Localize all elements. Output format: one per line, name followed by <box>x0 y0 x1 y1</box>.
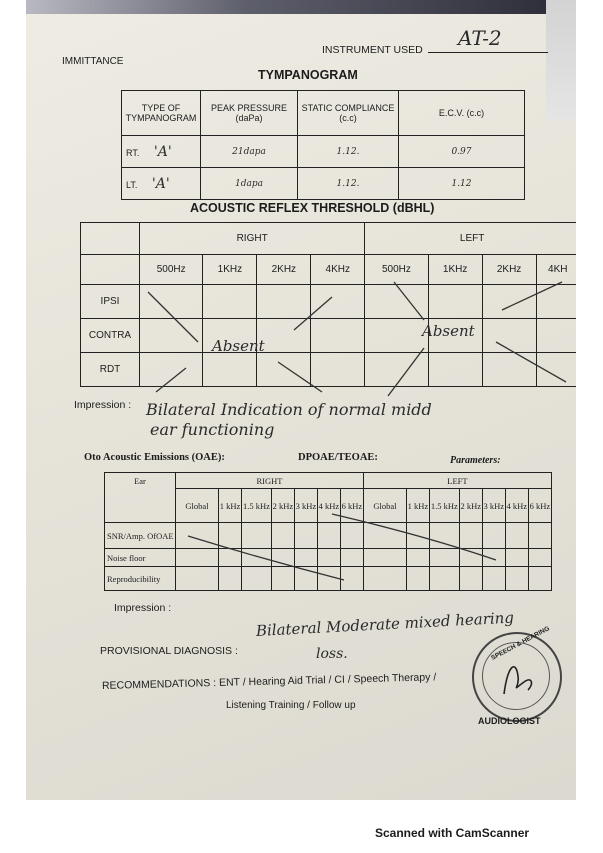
tymp-header-ecv: E.C.V. (c.c) <box>399 91 525 136</box>
camscanner-label: Scanned with CamScanner <box>375 826 530 840</box>
diagnosis-line2: loss. <box>316 646 348 662</box>
reflex-right-header: RIGHT <box>140 223 365 255</box>
tymp-right-compliance: 1.12. <box>298 136 399 168</box>
diagnosis-label: PROVISIONAL DIAGNOSIS : <box>100 645 238 657</box>
signature-scribble <box>494 654 540 700</box>
reflex-freq-l2k: 2KHz <box>482 255 536 285</box>
recommendations-line1: RECOMMENDATIONS : ENT / Hearing Aid Trial / CI / Speech Therapy / <box>101 671 437 692</box>
oae-l-2k: 2 kHz <box>459 489 482 523</box>
tymp-right-type: 'A' <box>153 143 172 160</box>
impression1-line1: Bilateral Indication of normal midd <box>146 400 432 419</box>
tymp-left-pressure: 1dapa <box>201 168 298 200</box>
tymp-right-ecv: 0.97 <box>399 136 525 168</box>
tymp-header-compliance: STATIC COMPLIANCE (c.c) <box>298 91 399 136</box>
oae-row-noise: Noise floor <box>105 549 176 567</box>
oae-type: DPOAE/TEOAE: <box>298 452 378 463</box>
clinic-stamp <box>472 625 562 722</box>
oae-l-1-5k: 1.5 kHz <box>429 489 459 523</box>
instrument-used-label: INSTRUMENT USED <box>322 44 423 56</box>
reflex-left-header: LEFT <box>365 223 576 255</box>
oae-r-1-5k: 1.5 kHz <box>242 489 272 523</box>
impression2-label: Impression : <box>114 602 172 614</box>
tymp-left-ecv: 1.12 <box>399 168 525 200</box>
diagnosis-line1: Bilateral Moderate mixed hearing <box>255 608 515 640</box>
oae-left-global: Global <box>363 489 406 523</box>
oae-title: Oto Acoustic Emissions (OAE): <box>84 452 225 463</box>
oae-r-4k: 4 kHz <box>317 489 340 523</box>
tymp-header-type: TYPE OF TYMPANOGRAM <box>122 91 201 136</box>
tymp-header-pressure: PEAK PRESSURE (daPa) <box>201 91 298 136</box>
oae-row-repro: Reproducibility <box>105 567 176 591</box>
oae-strike-lines <box>26 0 576 620</box>
oae-parameters: Parameters: <box>450 455 501 466</box>
oae-row-snr: SNR/Amp. OfOAE <box>105 523 176 549</box>
reflex-freq-l500: 500Hz <box>365 255 428 285</box>
oae-l-1k: 1 kHz <box>406 489 429 523</box>
reflex-row-ipsi: IPSI <box>81 285 140 319</box>
reflex-row-contra: CONTRA <box>81 319 140 353</box>
footer-bar <box>0 820 603 853</box>
oae-r-1k: 1 kHz <box>219 489 242 523</box>
strike-line <box>188 536 344 580</box>
reflex-title: ACOUSTIC REFLEX THRESHOLD (dBHL) <box>190 201 435 215</box>
stamp-text: SPEECH & HEARING <box>490 625 551 662</box>
tymp-left-compliance: 1.12. <box>298 168 399 200</box>
tymp-right-pressure: 21dapa <box>201 136 298 168</box>
reflex-row-rdt: RDT <box>81 353 140 387</box>
reflex-freq-r1k: 1KHz <box>203 255 257 285</box>
impression1-line2: ear functioning <box>150 420 275 439</box>
reflex-freq-l1k: 1KHz <box>428 255 482 285</box>
reflex-left-absent: Absent <box>422 322 475 340</box>
report-sheet <box>26 0 576 800</box>
oae-r-2k: 2 kHz <box>271 489 294 523</box>
impression1-label: Impression : <box>74 399 132 411</box>
oae-left-header: LEFT <box>363 473 551 489</box>
immittance-label: IMMITTANCE <box>62 56 124 67</box>
reflex-freq-r2k: 2KHz <box>257 255 311 285</box>
recommendations-line2: Listening Training / Follow up <box>226 700 356 711</box>
tymp-left-ear: LT. <box>126 179 138 190</box>
instrument-value: AT-2 <box>458 26 502 50</box>
oae-l-6k: 6 kHz <box>528 489 551 523</box>
oae-r-3k: 3 kHz <box>294 489 317 523</box>
tymp-left-type: 'A' <box>151 175 170 192</box>
oae-r-6k: 6 kHz <box>340 489 363 523</box>
oae-l-4k: 4 kHz <box>505 489 528 523</box>
oae-ear-header: Ear <box>105 473 176 523</box>
reflex-freq-r4k: 4KHz <box>311 255 365 285</box>
reflex-freq-l4k: 4KH <box>536 255 576 285</box>
oae-l-3k: 3 kHz <box>482 489 505 523</box>
oae-right-global: Global <box>176 489 219 523</box>
oae-right-header: RIGHT <box>176 473 364 489</box>
tymp-right-ear: RT. <box>126 147 140 158</box>
reflex-freq-r500: 500Hz <box>140 255 203 285</box>
audiologist-label: AUDIOLOGIST <box>478 716 541 726</box>
tympanogram-title: TYMPANOGRAM <box>258 68 358 82</box>
strike-line <box>332 514 496 560</box>
reflex-right-absent: Absent <box>212 337 265 355</box>
